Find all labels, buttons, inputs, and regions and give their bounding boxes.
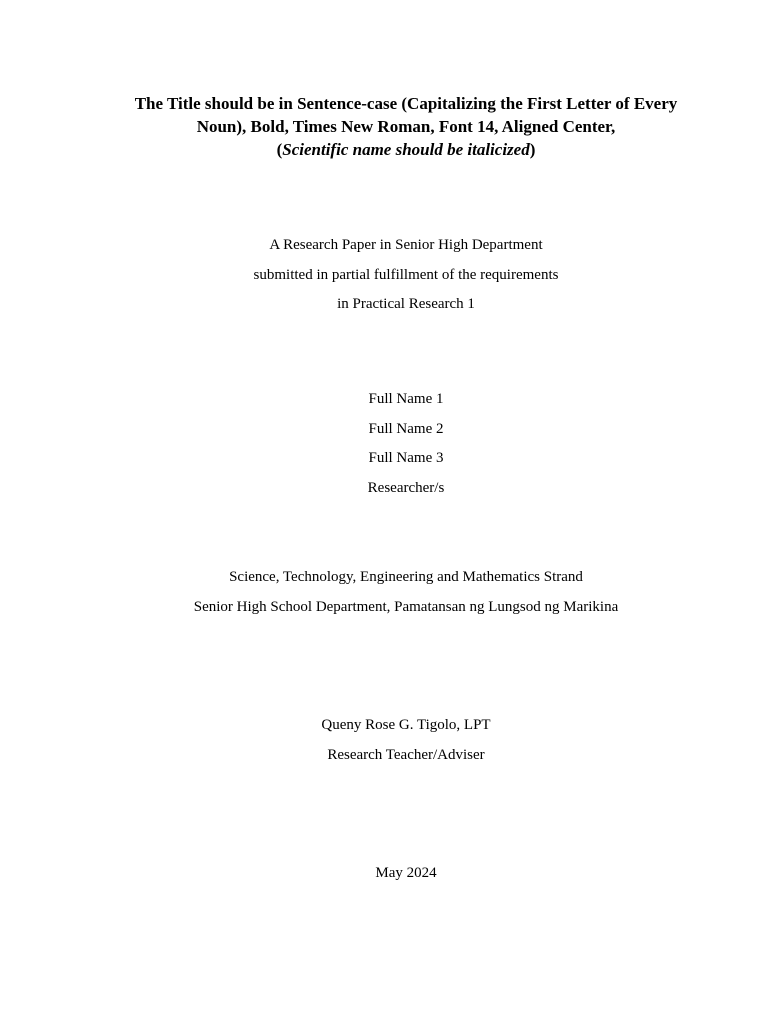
description-line-2: submitted in partial fulfillment of the requirements [253, 266, 559, 283]
researcher-name-1: Full Name 1 [368, 391, 444, 407]
paper-title [130, 92, 682, 161]
researcher-name-2: Full Name 2 [368, 420, 444, 437]
title-main-text: The Title should be in Sentence-case (Capitalizing the First Letter of Every Noun), Bold, Times New Roman, Font 14, Aligned Center, [134, 94, 678, 136]
department-line: Senior High School Department, Pamatansan ng Lungsod ng Marikina [193, 598, 619, 615]
adviser-name: Queny Rose G. Tigolo, LPT [321, 717, 491, 733]
researcher-role: Researcher/s [367, 479, 445, 496]
date-block [22, 859, 768, 889]
submission-date: May 2024 [375, 865, 437, 881]
affiliation-block [22, 563, 768, 622]
paper-description [22, 231, 768, 320]
adviser-block [22, 711, 768, 770]
title-paren-open: ( [276, 140, 283, 159]
description-line-1: A Research Paper in Senior High Department [269, 237, 543, 253]
title-paren-close: ) [529, 140, 536, 159]
adviser-role: Research Teacher/Adviser [327, 746, 485, 763]
title-italic-text: Scientific name should be italicized [282, 140, 530, 159]
strand-line: Science, Technology, Engineering and Mathematics Strand [229, 569, 583, 585]
researcher-name-3: Full Name 3 [368, 450, 444, 466]
description-line-3: in Practical Research 1 [337, 296, 475, 312]
researchers-block [22, 385, 768, 503]
